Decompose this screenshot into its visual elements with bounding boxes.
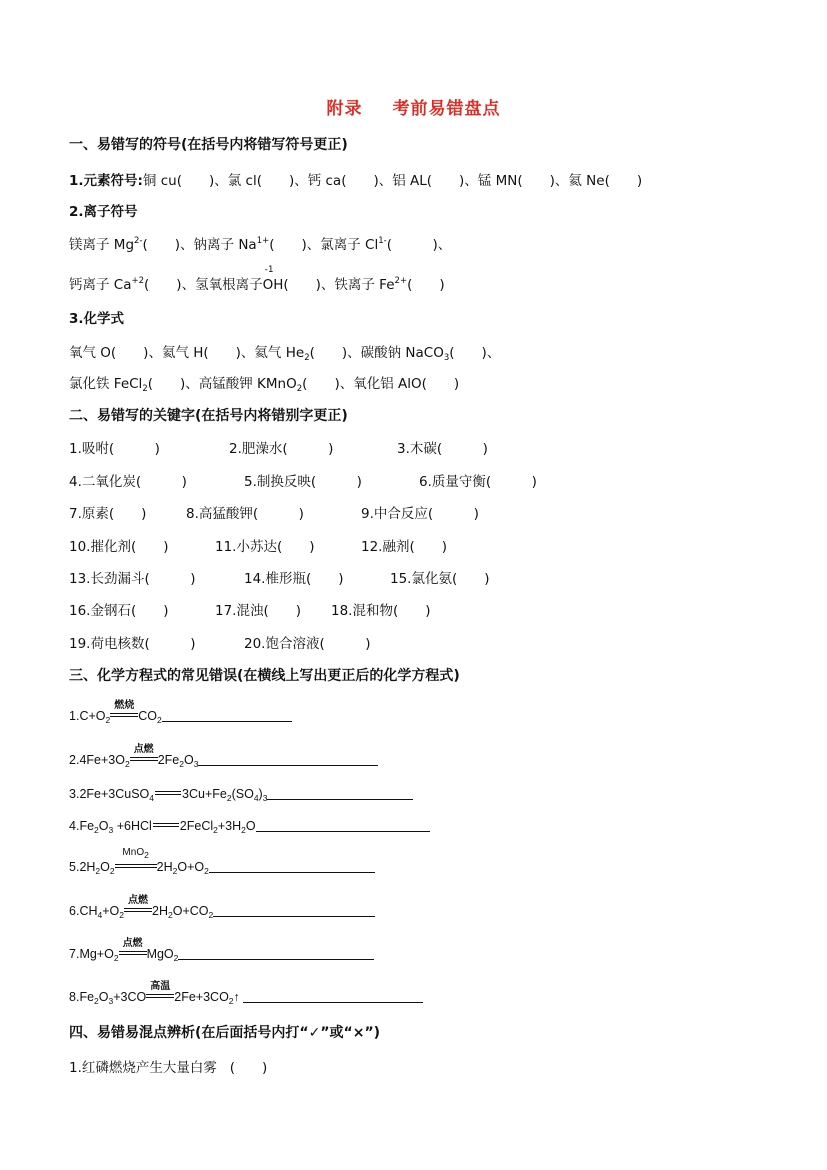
eq-rhs: MgO (146, 947, 174, 961)
eq-sub: 2 (226, 793, 232, 803)
title-part1: 附录 (326, 99, 363, 119)
keyword-item: 15.氯化氨( ) (390, 571, 490, 587)
eq-equals (153, 823, 179, 827)
ion-cl: ( )、氯离子 Cl (269, 237, 379, 253)
eq-equals (155, 791, 181, 795)
answer-line[interactable] (256, 819, 430, 832)
eq-number: 4. (69, 819, 80, 833)
eq-sub: 4 (97, 910, 103, 920)
eq-lhs: +6HCl (113, 819, 152, 833)
eq-sub: 2 (179, 759, 184, 769)
eq-sub: 2 (105, 715, 111, 725)
eq-sub: 3 (108, 996, 114, 1006)
eq-lhs: Fe (79, 819, 95, 833)
keyword-item: 12.融剂( ) (361, 539, 448, 555)
ion-row-1 (69, 233, 451, 253)
eq-lhs: Mg+O (79, 947, 114, 961)
eq-rhs: 2FeCl (179, 819, 214, 833)
equation-4 (69, 819, 430, 835)
condition-text: 点燃 (133, 744, 154, 755)
ion-fe: ( )、铁离子 Fe (283, 277, 395, 293)
element-symbols-row (69, 169, 642, 189)
condition-text: 点燃 (122, 938, 143, 949)
eq-condition (146, 981, 174, 1004)
eq-sub: 4 (253, 793, 259, 803)
ion-row-2 (69, 265, 445, 293)
eq-number: 7. (69, 947, 80, 961)
equation-1 (69, 700, 292, 725)
eq-lhs: O (100, 860, 110, 874)
eq-sub: 4 (149, 793, 155, 803)
formula-row-2 (69, 372, 459, 394)
answer-line[interactable] (162, 709, 292, 722)
judge-question: 1.红磷燃烧产生大量白雾 (69, 1060, 217, 1076)
keyword-item: 13.长劲漏斗( ) (69, 571, 196, 587)
eq-sub: 2 (119, 910, 124, 920)
eq-rhs: +3H (217, 819, 242, 833)
eq-rhs: CO (138, 709, 157, 723)
eq-sub: 2 (172, 866, 178, 876)
gas-arrow: ↑ (233, 990, 240, 1004)
ion-mg: 镁离子 Mg (69, 237, 135, 253)
eq-number: 8. (69, 990, 80, 1004)
keyword-item: 3.木碳( ) (397, 441, 488, 457)
q1-label: 1.元素符号: (69, 173, 143, 189)
answer-line[interactable] (267, 787, 413, 800)
page-title (0, 94, 827, 119)
eq-number: 5. (69, 860, 80, 874)
formula-sub: 2 (296, 384, 303, 394)
eq-lhs: O (98, 990, 109, 1004)
ion-ca: 钙离子 Ca (69, 277, 132, 293)
eq-rhs: 2Fe+3CO (174, 990, 229, 1004)
eq-sub: 2 (124, 759, 130, 769)
eq-sub: 2 (109, 866, 115, 876)
eq-number: 3. (69, 787, 80, 801)
q3-label: 3.化学式 (69, 311, 125, 327)
equation-2 (69, 744, 378, 769)
keyword-item: 20.饱合溶液( ) (244, 636, 371, 652)
eq-rhs: (SO (231, 787, 254, 801)
eq-sub: 2 (173, 953, 179, 963)
formula-fecl: 氯化铁 FeCl (69, 376, 143, 392)
formula-sub: 2 (304, 353, 310, 363)
answer-line[interactable] (198, 753, 378, 766)
ion-oh-formula: OH (262, 277, 284, 293)
keyword-item: 4.二氧化炭( ) (69, 474, 187, 490)
equation-8 (69, 981, 423, 1006)
eq-sub: 2 (241, 825, 246, 835)
catalyst-text: MnO (122, 847, 145, 858)
keyword-item: 9.中合反应( ) (361, 506, 479, 522)
answer-line[interactable] (243, 990, 423, 1003)
keyword-item: 6.质量守衡( ) (419, 474, 537, 490)
keyword-item: 8.高猛酸钾( ) (186, 506, 304, 522)
formula-naco: ( )、碳酸钠 NaCO (309, 345, 444, 361)
eq-rhs: ) (258, 787, 263, 801)
condition-text (115, 847, 157, 860)
keyword-item: 17.混浊( ) (215, 603, 302, 619)
equation-7 (69, 938, 374, 963)
eq-sub: 3 (193, 759, 199, 769)
keyword-item: 7.原素( ) (69, 506, 147, 522)
eq-number: 1. (69, 709, 80, 723)
eq-rhs: 3Cu+Fe (182, 787, 227, 801)
eq-condition (115, 847, 157, 874)
eq-condition (119, 938, 147, 961)
formula-alo: ( )、氧化铝 AlO( ) (302, 376, 460, 392)
eq-rhs: 2H (152, 904, 168, 918)
ion-cl-tail: ( )、 (386, 237, 452, 253)
eq-sub: 2 (144, 850, 149, 860)
eq-rhs: 2H (156, 860, 173, 874)
keyword-item: 14.椎形瓶( ) (244, 571, 344, 587)
q2-label: 2.离子符号 (69, 204, 138, 220)
keyword-item: 11.小苏达( ) (215, 539, 315, 555)
equation-3 (69, 787, 413, 803)
ion-fe-charge: 2+ (394, 276, 408, 286)
condition-text: 点燃 (128, 895, 148, 906)
ion-na-charge: 1+ (256, 236, 270, 246)
eq-sub: 2 (213, 825, 218, 835)
eq-lhs: +3CO (113, 990, 147, 1004)
judge-item-1 (69, 1056, 267, 1076)
eq-sub: 3 (108, 825, 114, 835)
eq-sub: 2 (204, 866, 209, 876)
eq-sub: 2 (208, 910, 214, 920)
ion-oh (262, 265, 284, 293)
eq-condition (124, 895, 152, 918)
answer-line[interactable] (178, 947, 374, 960)
keyword-item: 5.制换反映( ) (244, 474, 362, 490)
formula-kmno: ( )、高锰酸钾 KMnO (147, 376, 297, 392)
eq-lhs: +O (102, 904, 120, 918)
eq-lhs: 4Fe+3O (79, 753, 125, 767)
eq-sub: 2 (113, 953, 119, 963)
section4-heading: 四、易错易混点辨析(在后面括号内打“✓”或“×”) (69, 1025, 381, 1041)
eq-rhs: 2Fe (157, 753, 180, 767)
eq-lhs: Fe (79, 990, 95, 1004)
eq-rhs: O+CO (172, 904, 209, 918)
ion-cl-charge: 1- (378, 236, 387, 246)
eq-sub: 2 (95, 866, 101, 876)
eq-lhs: CH (79, 904, 98, 918)
eq-sub: 2 (156, 715, 162, 725)
ion-na: ( )、钠离子 Na (142, 237, 257, 253)
keyword-item: 16.金钢石( ) (69, 603, 169, 619)
formula-he: 氧气 O( )、氦气 H( )、氦气 He (69, 345, 305, 361)
condition-text: 高温 (150, 981, 171, 992)
equation-6 (69, 895, 375, 920)
eq-sub: 2 (228, 996, 234, 1006)
section1-heading: 一、易错写的符号(在括号内将错写符号更正) (69, 137, 348, 153)
ion-fe-tail: ( ) (407, 277, 445, 293)
eq-sub: 2 (94, 825, 99, 835)
keyword-item: 1.吸咐( ) (69, 441, 160, 457)
answer-line[interactable] (209, 860, 375, 873)
condition-text: 燃烧 (114, 700, 135, 711)
eq-sub: 3 (262, 793, 268, 803)
eq-lhs: O (98, 819, 109, 833)
eq-number: 2. (69, 753, 80, 767)
formula-row-1 (69, 341, 500, 363)
answer-line[interactable] (213, 904, 375, 917)
eq-lhs: 2H (79, 860, 96, 874)
eq-number: 6. (69, 904, 80, 918)
section2-heading: 二、易错写的关键字(在括号内将错别字更正) (69, 408, 348, 424)
formula-sub: 3 (443, 353, 450, 363)
eq-condition (110, 700, 138, 723)
keyword-item: 19.荷电核数( ) (69, 636, 196, 652)
formula-sub: 2 (142, 384, 148, 394)
eq-lhs: C+O (79, 709, 106, 723)
ion-mg-charge: 2- (134, 236, 143, 246)
eq-sub: 2 (94, 996, 99, 1006)
eq-rhs: O+O (177, 860, 205, 874)
judge-answer-box[interactable]: ( ) (229, 1060, 268, 1076)
section3-heading: 三、化学方程式的常见错误(在横线上写出更正后的化学方程式) (69, 668, 460, 684)
keyword-item: 18.混和物( ) (331, 603, 431, 619)
ion-oh-label: ( )、氢氧根离子 (144, 277, 263, 293)
ion-ca-charge: +2 (131, 276, 145, 286)
keyword-item: 10.摧化剂( ) (69, 539, 169, 555)
q1-text: 铜 cu( )、氯 cl( )、钙 ca( )、铝 AL( )、锰 MN( )、氦 Ne( ) (142, 173, 643, 189)
formula-tail: ( )、 (449, 345, 501, 361)
eq-rhs: O (245, 819, 256, 833)
title-part2: 考前易错盘点 (392, 99, 501, 119)
keyword-item: 2.肥澡水( ) (229, 441, 334, 457)
eq-rhs: O (183, 753, 194, 767)
ion-oh-charge: -1 (264, 265, 274, 275)
eq-lhs: 2Fe+3CuSO (79, 787, 150, 801)
eq-sub: 2 (167, 910, 173, 920)
eq-condition (130, 744, 158, 767)
equation-5 (69, 847, 375, 876)
